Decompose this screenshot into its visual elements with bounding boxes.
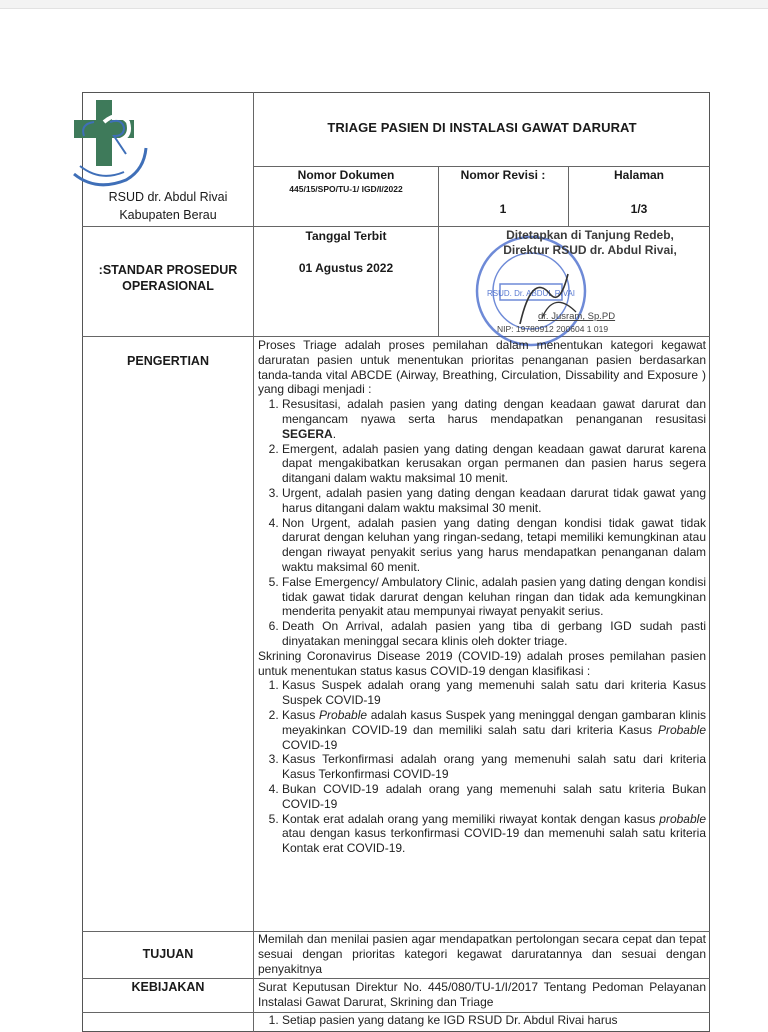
section-label-pengertian: PENGERTIAN (127, 354, 209, 368)
tujuan-content: Memilah dan menilai pasien agar mendapatkan pertolongan secara cepat dan tepat sesuai dengan prioritas kategori kegawat daruratannya dan sesuai dengan penyakitnya (258, 932, 706, 976)
approval-line2: Direktur RSUD dr. Abdul Rivai, (503, 243, 677, 257)
triage-item-emphasis: SEGERA (282, 426, 333, 441)
covid-item-text: adalah kasus Suspek yang meninggal dengan gambaran klinis meyakinkan COVID-19 dan memiliki salah satu dari kriteria Kasus (282, 707, 706, 737)
covid-item-italic: Probable (319, 707, 368, 722)
pengertian-content (258, 338, 706, 856)
list-item: 4. Bukan COVID-19 adalah orang yang memenuhi salah satu kriteria Bukan COVID-19 (282, 782, 706, 812)
pengertian-intro: Proses Triage adalah proses pemilahan dalam menentukan kategori kegawat daruratan pasien untuk menentukan prioritas penanganan pasien berdasarkan tanda-tanda vital ABCDE (Airway, Breathing, Circulation, Dissability and Exposure ) yang dibagi menjadi : (258, 338, 706, 397)
list-item: 2. Emergent, adalah pasien yang dating dengan keadaan gawat darurat karena dapat mengakibatkan kerusakan organ permanen dan pasien harus segera ditangani dalam waktu maksimal 10 menit. (282, 442, 706, 486)
section-label-tujuan: TUJUAN (142, 947, 194, 961)
tanggal-terbit-label: Tanggal Terbit (305, 229, 387, 243)
triage-category-list (258, 397, 706, 649)
grid-line (82, 978, 710, 979)
stamp-text: RSUD. Dr. ABDUL RIVAI (486, 289, 576, 298)
triage-item-text: Resusitasi, adalah pasien yang dating dengan keadaan gawat darurat dan mengancam nyawa serta harus mendapatkan penanganan resusitasi (282, 397, 706, 426)
nomor-dokumen-label: Nomor Dokumen (297, 168, 395, 182)
approval-line1: Ditetapkan di Tanjung Redeb, (506, 228, 674, 242)
document-title: TRIAGE PASIEN DI INSTALASI GAWAT DARURAT (327, 120, 637, 135)
list-item (282, 708, 706, 752)
covid-item-italic: probable (659, 811, 706, 826)
halaman-value: 1/3 (630, 202, 648, 216)
hospital-name-line2: Kabupaten Berau (119, 208, 217, 222)
spo-label-line1: :STANDAR PROSEDUR (98, 263, 238, 277)
signer-name: dr. Jusram, Sp.PD (538, 311, 616, 322)
halaman-label: Halaman (613, 168, 665, 182)
hospital-name (82, 188, 254, 224)
prosedur-list (258, 1013, 706, 1028)
list-item: 1. Setiap pasien yang datang ke IGD RSUD Dr. Abdul Rivai harus (282, 1013, 706, 1028)
list-item: 3. Urgent, adalah pasien yang dating dengan keadaan darurat tidak gawat yang harus ditangani dalam waktu maksimal 30 menit. (282, 486, 706, 516)
nomor-dokumen-value: 445/15/SPO/TU-1/ IGD/I/2022 (289, 184, 403, 194)
spo-label-line2: OPERASIONAL (122, 279, 214, 293)
page-top-edge (0, 0, 768, 9)
approval-block (470, 228, 710, 258)
list-item: 3. Kasus Terkonfirmasi adalah orang yang memenuhi salah satu dari kriteria Kasus Terkonfirmasi COVID-19 (282, 752, 706, 782)
list-item (282, 397, 706, 441)
covid-item-text: Kontak erat adalah orang yang memiliki riwayat kontak dengan kasus (282, 811, 660, 826)
covid-item-text: Kasus (282, 707, 320, 722)
hospital-logo-icon (66, 96, 150, 188)
nomor-revisi-value: 1 (499, 202, 507, 216)
covid-item-text: atau dengan kasus terkonfirmasi COVID-19 dan memenuhi salah satu kriteria Kontak erat COVID-19. (282, 826, 706, 856)
list-item: 5. False Emergency/ Ambulatory Clinic, adalah pasien yang dating dengan kondisi tidak gawat tidak darurat dengan keluhan ringan dan tidak ada kemungkinan menderita penyakit atau mempunyai riwayat penyakit serius. (282, 575, 706, 619)
prosedur-content (258, 1013, 706, 1028)
section-label-kebijakan: KEBIJAKAN (131, 980, 205, 994)
grid-line (82, 226, 710, 227)
spo-label (82, 262, 254, 294)
list-item (282, 812, 706, 856)
grid-line (82, 336, 710, 337)
list-item: 6. Death On Arrival, adalah pasien yang tiba di gerbang IGD sudah pasti dinyatakan meninggal secara klinis oleh dokter triage. (282, 619, 706, 649)
kebijakan-content: Surat Keputusan Direktur No. 445/080/TU-1/I/2017 Tentang Pedoman Pelayanan Instalasi Gawat Darurat, Skrining dan Triage (258, 980, 706, 1009)
grid-line (438, 226, 439, 336)
nomor-revisi-label: Nomor Revisi : (460, 168, 546, 182)
tanggal-terbit-value: 01 Agustus 2022 (298, 261, 394, 275)
list-item: 1. Kasus Suspek adalah orang yang memenuhi salah satu dari kriteria Kasus Suspek COVID-19 (282, 678, 706, 708)
triage-item-end: . (332, 426, 337, 441)
signer-nip: NIP: 19780912 200604 1 019 (497, 324, 609, 334)
covid-item-text: COVID-19 (282, 737, 338, 752)
hospital-name-line1: RSUD dr. Abdul Rivai (108, 190, 228, 204)
covid-item-italic: Probable (657, 722, 706, 737)
covid-intro: Skrining Coronavirus Disease 2019 (COVID-19) adalah proses pemilahan pasien untuk menentukan status kasus COVID-19 dengan klasifikasi : (258, 648, 706, 678)
covid-classification-list (258, 678, 706, 856)
grid-line (253, 166, 710, 167)
list-item: 4. Non Urgent, adalah pasien yang dating dengan kondisi tidak gawat tidak darurat dengan keluhan yang ringan-sedang, tetapi memiliki kemungkinan atau dengan riwayat penyakit serius yang harus mendapatkan penanganan dalam waktu maksimal 60 menit. (282, 516, 706, 575)
